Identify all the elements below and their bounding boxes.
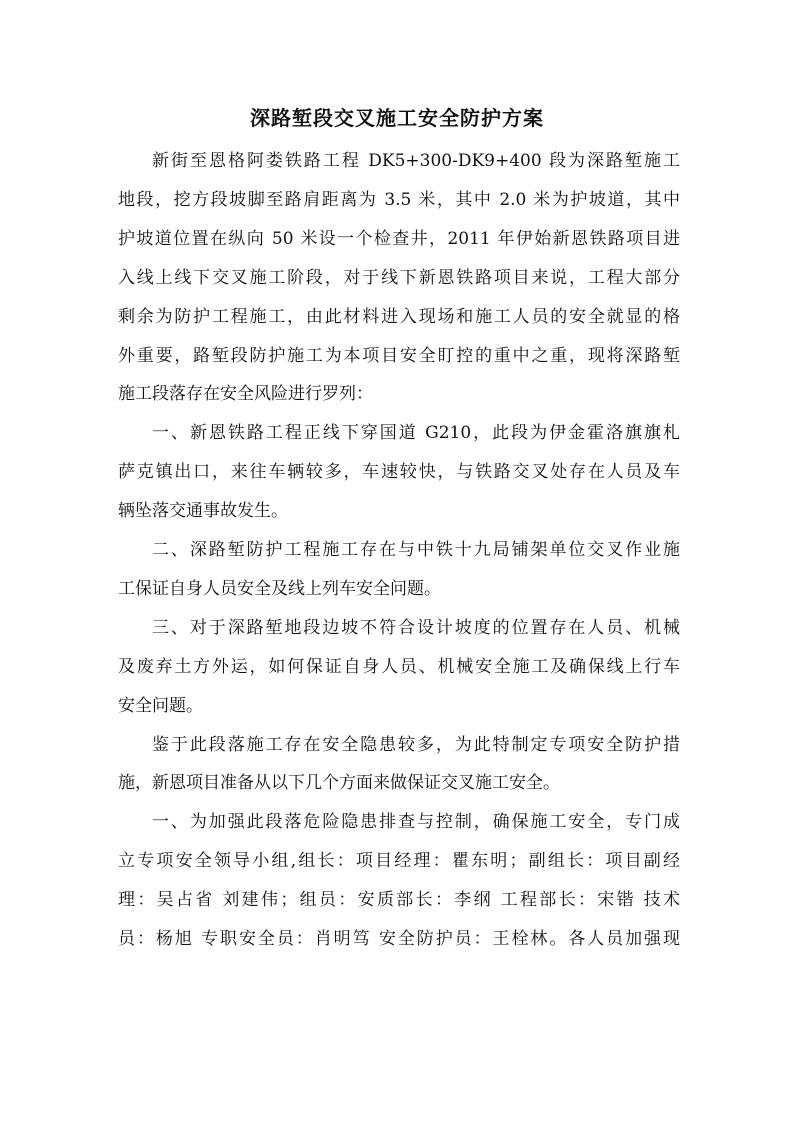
paragraph-line: 二、深路堑防护工程施工存在与中铁十九局铺架单位交叉作业施: [152, 540, 680, 560]
paragraph-line: 一、为加强此段落危险隐患排查与控制，确保施工安全，专门成: [152, 812, 680, 833]
paragraph-line: 理：吴占省 刘建伟；组员：安质部长：李纲 工程部长：宋锴 技术: [118, 890, 680, 911]
paragraph-line: 新街至恩格阿娄铁路工程 DK5+300-DK9+400 段为深路堑施工: [152, 151, 680, 171]
paragraph-line: 护坡道位置在纵向 50 米设一个检查井，2011 年伊始新恩铁路项目进: [118, 228, 680, 249]
paragraph-line: 员：杨旭 专职安全员：肖明笃 安全防护员：王栓林。各人员加强现: [118, 929, 680, 949]
paragraph-line: 施工段落存在安全风险进行罗列：: [118, 384, 373, 405]
paragraph-line: 鉴于此段落施工存在安全隐患较多，为此特制定专项安全防护措: [152, 734, 680, 755]
paragraph-line: 施，新恩项目准备从以下几个方面来做保证交叉施工安全。: [118, 773, 560, 794]
paragraph-line: 立专项安全领导小组,组长：项目经理：瞿东明；副组长：项目副经: [118, 851, 680, 872]
paragraph-line: 及废弃土方外运，如何保证自身人员、机械安全施工及确保线上行车: [118, 656, 680, 677]
paragraph-line: 三、对于深路堑地段边坡不符合设计坡度的位置存在人员、机械: [152, 617, 680, 638]
paragraph-line: 一、新恩铁路工程正线下穿国道 G210，此段为伊金霍洛旗旗札: [152, 423, 680, 444]
paragraph-line: 地段，挖方段坡脚至路肩距离为 3.5 米，其中 2.0 米为护坡道，其中: [118, 189, 680, 210]
paragraph-line: 剩余为防护工程施工，由此材料进入现场和施工人员的安全就显的格: [118, 306, 680, 327]
paragraph-line: 工保证自身人员安全及线上列车安全问题。: [118, 578, 441, 599]
paragraph-line: 萨克镇出口，来往车辆较多，车速较快，与铁路交叉处存在人员及车: [118, 462, 680, 483]
paragraph-line: 辆坠落交通事故发生。: [118, 501, 288, 522]
paragraph-line: 入线上线下交叉施工阶段，对于线下新恩铁路项目来说，工程大部分: [118, 267, 680, 288]
paragraph-line: 安全问题。: [118, 695, 203, 716]
paragraph-line: 外重要，路堑段防护施工为本项目安全盯控的重中之重，现将深路堑: [118, 345, 680, 366]
page-title: 深路堑段交叉施工安全防护方案: [250, 106, 544, 130]
